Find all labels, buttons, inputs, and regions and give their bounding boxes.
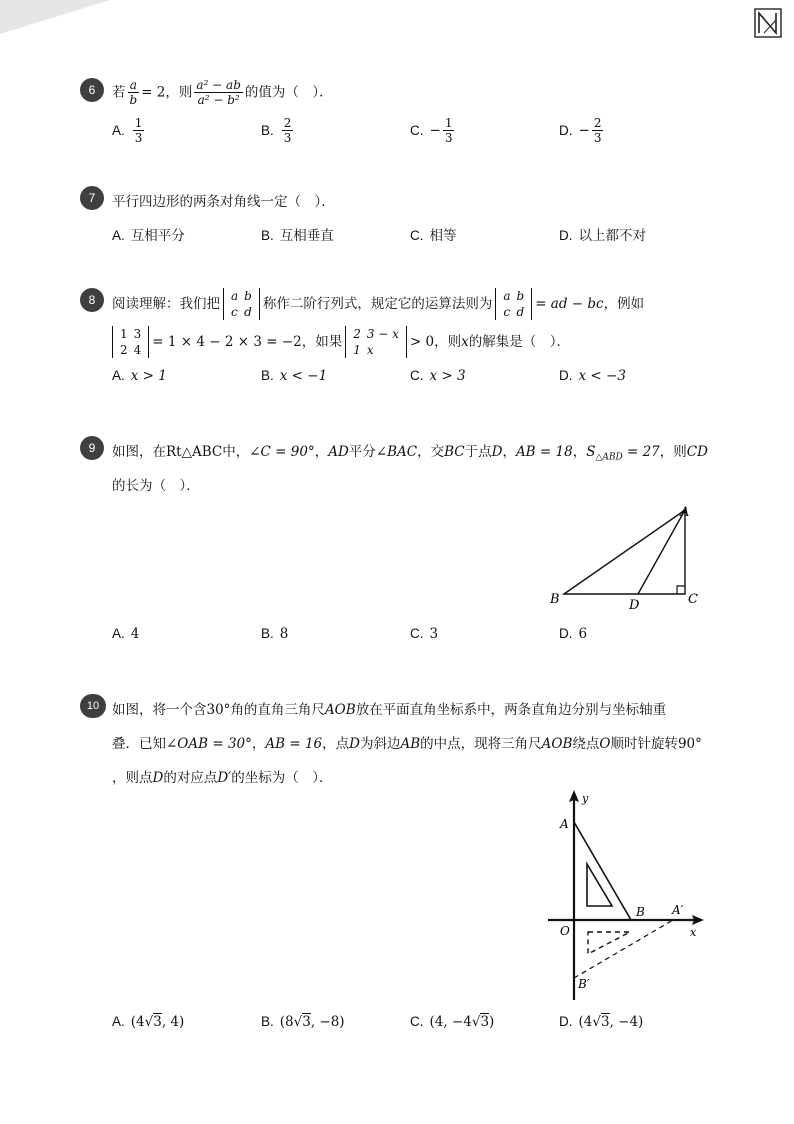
label-o: O <box>560 924 570 938</box>
answer-options <box>112 368 712 392</box>
option-c[interactable]: C. x > 3 <box>410 368 466 384</box>
option-b[interactable]: B. 互相垂直 <box>261 228 334 244</box>
fraction-expression: $\frac{\text{a² − ab}}{\text{a² − b²}}$ <box>196 78 241 107</box>
answer-options <box>112 116 712 145</box>
rotated-hypotenuse <box>574 920 673 978</box>
question-stem-line-2: 叠．已知∠OAB = 30°，AB = 16，点D为斜边AB的中点，现将三角尺AOB绕点O顺时针旋转90° <box>112 736 702 752</box>
option-b[interactable]: B. x < −1 <box>261 368 328 384</box>
triangle-figure <box>542 502 712 614</box>
determinant-letters: a b c d <box>223 288 260 320</box>
question-9 <box>80 436 720 646</box>
option-b[interactable]: B. $\frac{2}{3}$ <box>261 116 292 145</box>
question-stem-line-1: 如图，将一个含30°角的直角三角尺AOB放在平面直角坐标系中，两条直角边分别与坐标轴重 <box>112 702 667 718</box>
label-b: B <box>550 592 560 607</box>
label-b: B <box>636 905 645 919</box>
option-a[interactable]: A. (4√3, 4) <box>112 1014 185 1030</box>
option-d[interactable]: D. 6 <box>559 626 588 642</box>
label-c: C <box>688 592 698 607</box>
fraction-a-over-b: $\frac{a}{b}$ <box>129 78 138 107</box>
option-d[interactable]: D. − $\frac{2}{3}$ <box>559 116 602 145</box>
option-d[interactable]: D. (4√3, −4) <box>559 1014 644 1030</box>
option-a[interactable]: A. 4 <box>112 626 140 642</box>
option-a[interactable]: A. x > 1 <box>112 368 167 384</box>
corner-decoration <box>0 0 120 40</box>
question-stem-line-1: 如图，在Rt△ABC中，∠C = 90°，AD平分∠BAC，交BC于点D，AB = 18，$S_{\triangle ABD} = 27$，则CD <box>112 444 708 463</box>
bisector-ad <box>638 510 685 594</box>
logo-icon <box>754 8 782 38</box>
question-8 <box>80 288 720 398</box>
label-a: A <box>680 505 690 520</box>
option-a[interactable]: A. $\frac{1}{3}$ <box>112 116 143 145</box>
question-10 <box>80 694 720 1044</box>
option-b[interactable]: B. (8√3, −8) <box>261 1014 345 1030</box>
question-stem-line-2: 1 3 2 4 = 1 × 4 − 2 × 3 = −2，如果 2 3 − x 1 x > 0，则x的解集是（ ）． <box>112 326 570 358</box>
option-c[interactable]: C. 相等 <box>410 228 457 244</box>
question-6 <box>80 78 720 158</box>
question-7 <box>80 186 720 246</box>
question-number-badge: 10 <box>80 694 106 718</box>
label-a-prime: A′ <box>672 903 684 917</box>
question-stem-line-3: ，则点D的对应点D′的坐标为（ ）． <box>112 770 333 786</box>
question-number-badge: 8 <box>80 288 104 312</box>
answer-options <box>112 224 712 248</box>
option-b[interactable]: B. 8 <box>261 626 289 642</box>
question-number-badge: 6 <box>80 78 104 102</box>
option-c[interactable]: C. 3 <box>410 626 439 642</box>
inner-triangle <box>587 864 612 906</box>
determinant-letters-rule: a b c d <box>495 288 532 320</box>
question-number-badge: 9 <box>80 436 104 460</box>
label-y: y <box>582 792 589 805</box>
question-stem-line-1: 阅读理解：我们把 a b c d 称作二阶行列式，规定它的运算法则为 a b c d = ad − bc，例如 <box>112 289 645 319</box>
option-c[interactable]: C. − $\frac{1}{3}$ <box>410 116 453 145</box>
right-angle-mark <box>677 586 685 594</box>
coordinate-figure <box>542 788 710 1002</box>
label-x: x <box>690 926 697 939</box>
option-a[interactable]: A. 互相平分 <box>112 228 185 244</box>
answer-options <box>112 626 712 650</box>
option-c[interactable]: C. (4, −4√3) <box>410 1014 495 1030</box>
determinant-example: 1 3 2 4 <box>112 326 149 358</box>
question-number-badge: 7 <box>80 186 104 210</box>
question-stem-line-2: 的长为（ ）． <box>112 478 200 494</box>
rotated-inner-triangle <box>588 932 630 954</box>
label-b-prime: B′ <box>578 977 590 991</box>
label-d: D <box>629 598 640 613</box>
question-stem: 若 $\frac{a}{b}$ = 2，则 $\frac{\text{a² − ab}}{\text{a² − b²}}$ 的值为（ ）． <box>112 78 333 107</box>
question-stem: 平行四边形的两条对角线一定（ ）． <box>112 194 335 210</box>
determinant-condition: 2 3 − x 1 x <box>345 326 407 358</box>
option-d[interactable]: D. 以上都不对 <box>559 228 646 244</box>
triangle-abc <box>564 510 685 594</box>
option-d[interactable]: D. x < −3 <box>559 368 626 384</box>
label-a: A <box>560 817 569 831</box>
answer-options <box>112 1014 712 1038</box>
